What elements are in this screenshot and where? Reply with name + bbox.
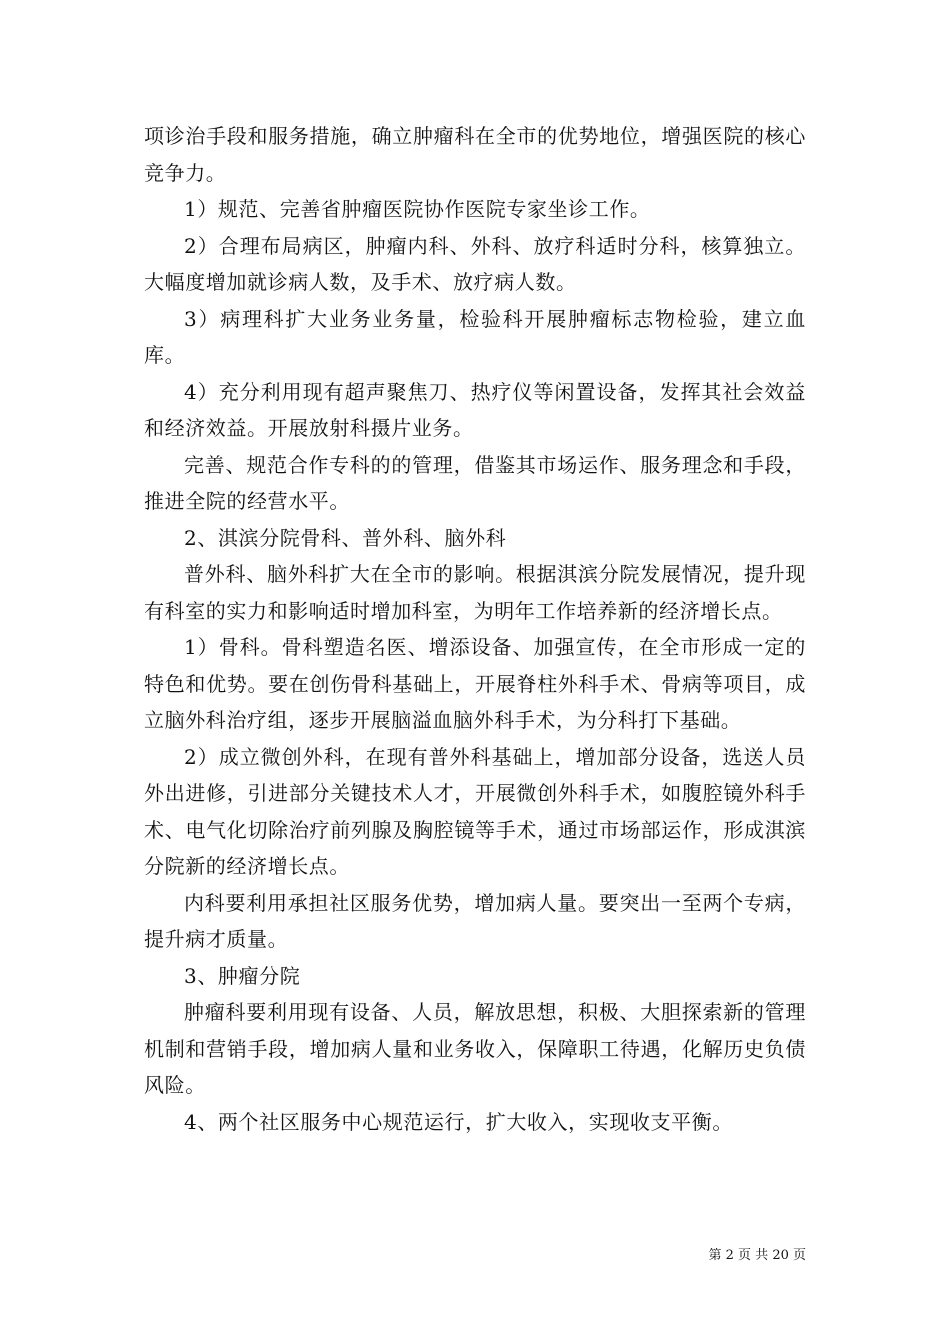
document-body (144, 118, 806, 1140)
page-number-footer: 第 2 页 共 20 页 (708, 1248, 806, 1263)
paragraph: 完善、规范合作专科的的管理，借鉴其市场运作、服务理念和手段，推进全院的经营水平。 (144, 452, 806, 513)
paragraph: 项诊治手段和服务措施，确立肿瘤科在全市的优势地位，增强医院的核心竞争力。 (144, 124, 806, 185)
paragraph: 4）充分利用现有超声聚焦刀、热疗仪等闲置设备，发挥其社会效益和经济效益。开展放射科摄片业务。 (144, 379, 806, 440)
paragraph: 普外科、脑外科扩大在全市的影响。根据淇滨分院发展情况，提升现有科室的实力和影响适时增加科室，为明年工作培养新的经济增长点。 (144, 562, 806, 623)
paragraph: 内科要利用承担社区服务优势，增加病人量。要突出一至两个专病，提升病才质量。 (144, 890, 806, 951)
paragraph: 2）成立微创外科，在现有普外科基础上，增加部分设备，选送人员外出进修，引进部分关键技术人才，开展微创外科手术，如腹腔镜外科手术、电气化切除治疗前列腺及胸腔镜等手术，通过市场部运作，形成淇滨分院新的经济增长点。 (144, 744, 806, 878)
section-heading: 3、肿瘤分院 (184, 963, 301, 988)
section-heading: 2、淇滨分院骨科、普外科、脑外科 (184, 525, 507, 550)
paragraph: 4、两个社区服务中心规范运行，扩大收入，实现收支平衡。 (184, 1109, 733, 1134)
paragraph: 1）骨科。骨科塑造名医、增添设备、加强宣传，在全市形成一定的特色和优势。要在创伤骨科基础上，开展脊柱外科手术、骨病等项目，成立脑外科治疗组，逐步开展脑溢血脑外科手术，为分科打下基础。 (144, 635, 806, 732)
paragraph: 肿瘤科要利用现有设备、人员，解放思想，积极、大胆探索新的管理机制和营销手段，增加病人量和业务收入，保障职工待遇，化解历史负债风险。 (144, 1000, 806, 1097)
paragraph: 2）合理布局病区，肿瘤内科、外科、放疗科适时分科，核算独立。大幅度增加就诊病人数，及手术、放疗病人数。 (144, 233, 806, 294)
paragraph: 1）规范、完善省肿瘤医院协作医院专家坐诊工作。 (184, 197, 651, 221)
paragraph: 3）病理科扩大业务业务量，检验科开展肿瘤标志物检验，建立血库。 (144, 306, 806, 367)
